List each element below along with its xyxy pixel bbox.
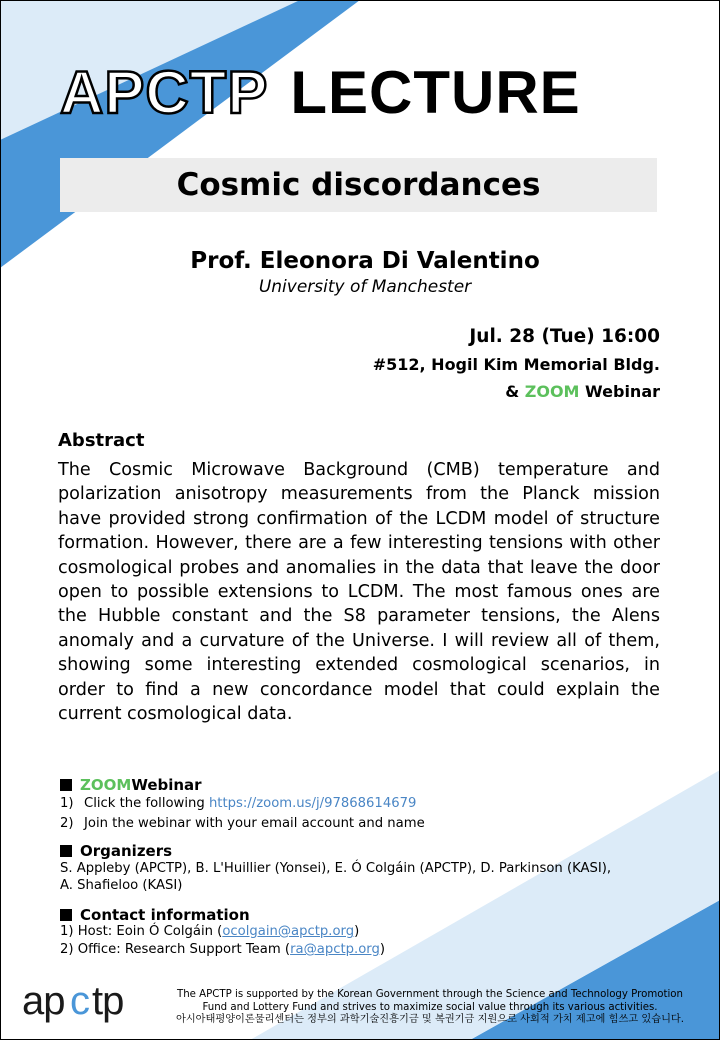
zoom-heading-text: Webinar <box>131 776 202 794</box>
host-label: 1) Host: Eoin Ó Colgáin ( <box>60 924 223 939</box>
office-email-link[interactable]: ra@apctp.org <box>290 942 380 957</box>
contact-heading <box>60 906 250 924</box>
venue: #512, Hogil Kim Memorial Bldg. <box>372 355 660 374</box>
footer-text <box>152 989 708 1027</box>
contact-host <box>60 924 359 939</box>
footer-line-2: Fund and Lottery Fund and strives to maximize social value through its various activities. <box>202 1001 658 1013</box>
contact-heading-text: Contact information <box>80 906 250 924</box>
step-text: Join the webinar with your email account and name <box>84 816 425 831</box>
zoom-label: ZOOM <box>524 382 580 401</box>
paren-close: ) <box>354 924 360 939</box>
abstract-heading: Abstract <box>58 430 145 451</box>
organizers-line-1: S. Appleby (APCTP), B. L'Huillier (Yonsei), E. Ó Colgáin (APCTP), D. Parkinson (KASI), <box>60 861 612 876</box>
footer-line-3: 아시아태평양이론물리센터는 정부의 과학기술진흥기금 및 복권기금 지원으로 사회적 가치 제고에 힘쓰고 있습니다. <box>176 1014 684 1025</box>
talk-title-box <box>60 158 657 212</box>
organizers-heading <box>60 842 172 860</box>
bullet-square-icon <box>60 909 72 921</box>
office-label: 2) Office: Research Support Team ( <box>60 942 291 957</box>
svg-text:tp: tp <box>92 979 124 1023</box>
svg-text:c: c <box>70 979 89 1023</box>
webinar-suffix: Webinar <box>579 382 660 401</box>
bullet-square-icon <box>60 779 72 791</box>
poster-title <box>60 56 660 128</box>
organizers-heading-text: Organizers <box>80 842 173 860</box>
speaker-affiliation: University of Manchester <box>258 277 472 297</box>
contact-office <box>60 942 385 957</box>
apctp-logo <box>20 978 145 1026</box>
speaker-name: Prof. Eleonora Di Valentino <box>190 248 540 274</box>
step-number: 2) <box>60 816 74 831</box>
zoom-step-1 <box>60 796 416 811</box>
webinar-prefix: & <box>505 382 525 401</box>
webinar-line <box>505 382 660 401</box>
footer-line-1: The APCTP is supported by the Korean Government through the Science and Technology Promotion <box>176 989 683 1000</box>
zoom-step-2 <box>60 816 425 831</box>
step-text: Click the following <box>84 796 209 811</box>
bullet-square-icon <box>60 845 72 857</box>
host-email-link[interactable]: ocolgain@apctp.org <box>222 924 355 939</box>
series-word: LECTURE <box>290 58 581 126</box>
step-number: 1) <box>60 796 74 811</box>
abstract-text: The Cosmic Microwave Background (CMB) temperature and polarization anisotropy measurements from the Planck mission have provided strong confirmation of the LCDM model of structure formation. However, there are a few interesting tensions with other cosmological probes and anomalies in the data that leave the door open to possible extensions to LCDM. The most famous ones are the Hubble constant and the S8 parameter tensions, the Alens anomaly and a curvature of the Universe. I will review all of them, showing some interesting extended cosmological scenarios, in order to find a new concordance model that could explain the current cosmological data. <box>58 460 660 725</box>
date-time: Jul. 28 (Tue) 16:00 <box>469 326 660 347</box>
zoom-section-heading <box>60 776 202 794</box>
series-name: APCTP <box>60 58 269 126</box>
svg-text:ap: ap <box>22 979 65 1023</box>
zoom-link[interactable]: https://zoom.us/j/97868614679 <box>208 796 417 811</box>
zoom-label: ZOOM <box>80 776 132 794</box>
paren-close: ) <box>379 942 385 957</box>
organizers-line-2: A. Shafieloo (KASI) <box>60 878 183 893</box>
talk-title: Cosmic discordances <box>176 167 541 203</box>
